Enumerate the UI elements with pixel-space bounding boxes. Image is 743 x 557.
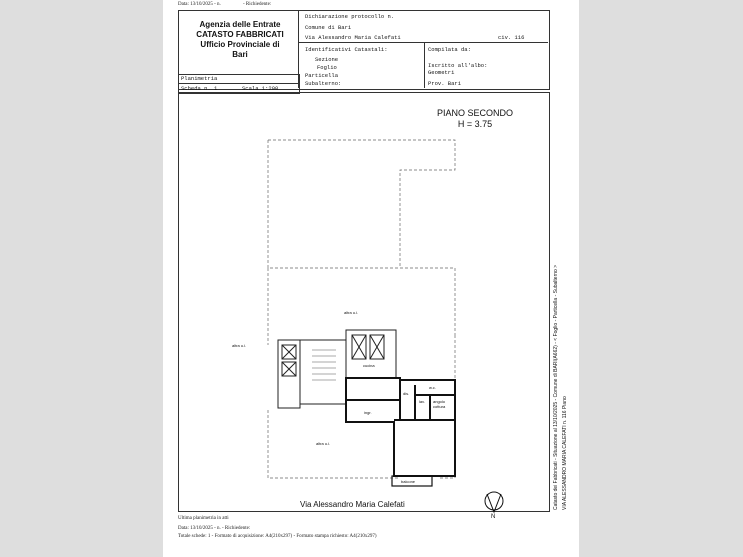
particella-label: Particella (305, 72, 339, 79)
footer-date-line: Data: 13/10/2025 - n. - Richiedente: (178, 526, 251, 531)
sezione-label: Sezione (315, 56, 339, 63)
room-angolo-cottura: angolo cottura (433, 399, 446, 409)
north-label: N (491, 514, 496, 520)
foglio-label: Foglio (317, 64, 337, 71)
altra-ui-bottom: altra u.i. (316, 441, 331, 446)
geometri-label: Geometri (428, 69, 455, 76)
via-label: Via Alessandro Maria Calefati (305, 34, 401, 41)
floor-height: H = 3.75 (457, 119, 493, 129)
side-annotation-2: VIA ALESSANDRO MARIA CALEFATI n. 116 Piano (562, 396, 568, 510)
room-dis: dis. (403, 391, 410, 396)
room-balcone: balcone (401, 479, 416, 484)
iscritto-label: Iscritto all'albo: (428, 62, 488, 69)
comune-label: Comune di Bari (305, 24, 352, 31)
compilata-label: Compilata da: (428, 46, 471, 53)
scala-label: Scala 1:200 (242, 85, 279, 92)
identificativi-label: Identificativi Catastali: (305, 46, 388, 53)
agency-line4: Bari (232, 50, 248, 59)
room-lav: lav. (419, 399, 425, 404)
agency-line2: CATASTO FABBRICATI (196, 30, 284, 39)
floor-name: PIANO SECONDO (436, 108, 513, 118)
room-cucina: cucina (363, 363, 375, 368)
scheda-number: Scheda n. 1 (181, 85, 218, 92)
dichiarazione-label: Dichiarazione protocollo n. (305, 13, 395, 20)
top-date: Data: 13/10/2025 - n. (178, 2, 221, 7)
provincia-label: Prov. Bari (428, 80, 462, 87)
subalterno-label: Subalterno: (305, 80, 342, 87)
footer-totale: Totale schede: 1 - Formato di acquisizione: A4(210x297) - Formato stampa richiesto: A4(210x297) (178, 534, 377, 539)
room-ingresso: ingr. (364, 410, 372, 415)
footer-ultima: Ultima planimetria in atti (178, 516, 229, 521)
altra-ui-top: altra u.i. (344, 310, 359, 315)
street-name: Via Alessandro Maria Calefati (300, 500, 405, 509)
agency-line1: Agenzia delle Entrate (199, 20, 281, 29)
side-annotation-1: Catasto dei Fabbricati - Situazione al 13/10/2025 - Comune di BARI(A662) - < Foglio - Particella - Subalterno > (553, 264, 559, 510)
altra-ui-left: altra u.i. (232, 343, 247, 348)
civico-label: civ. 116 (498, 34, 525, 41)
room-wc: w.c. (429, 385, 436, 390)
top-requester: - Richiedente: (243, 2, 272, 7)
agency-line3: Ufficio Provinciale di (200, 40, 280, 49)
planimetria-label: Planimetria (181, 75, 218, 82)
